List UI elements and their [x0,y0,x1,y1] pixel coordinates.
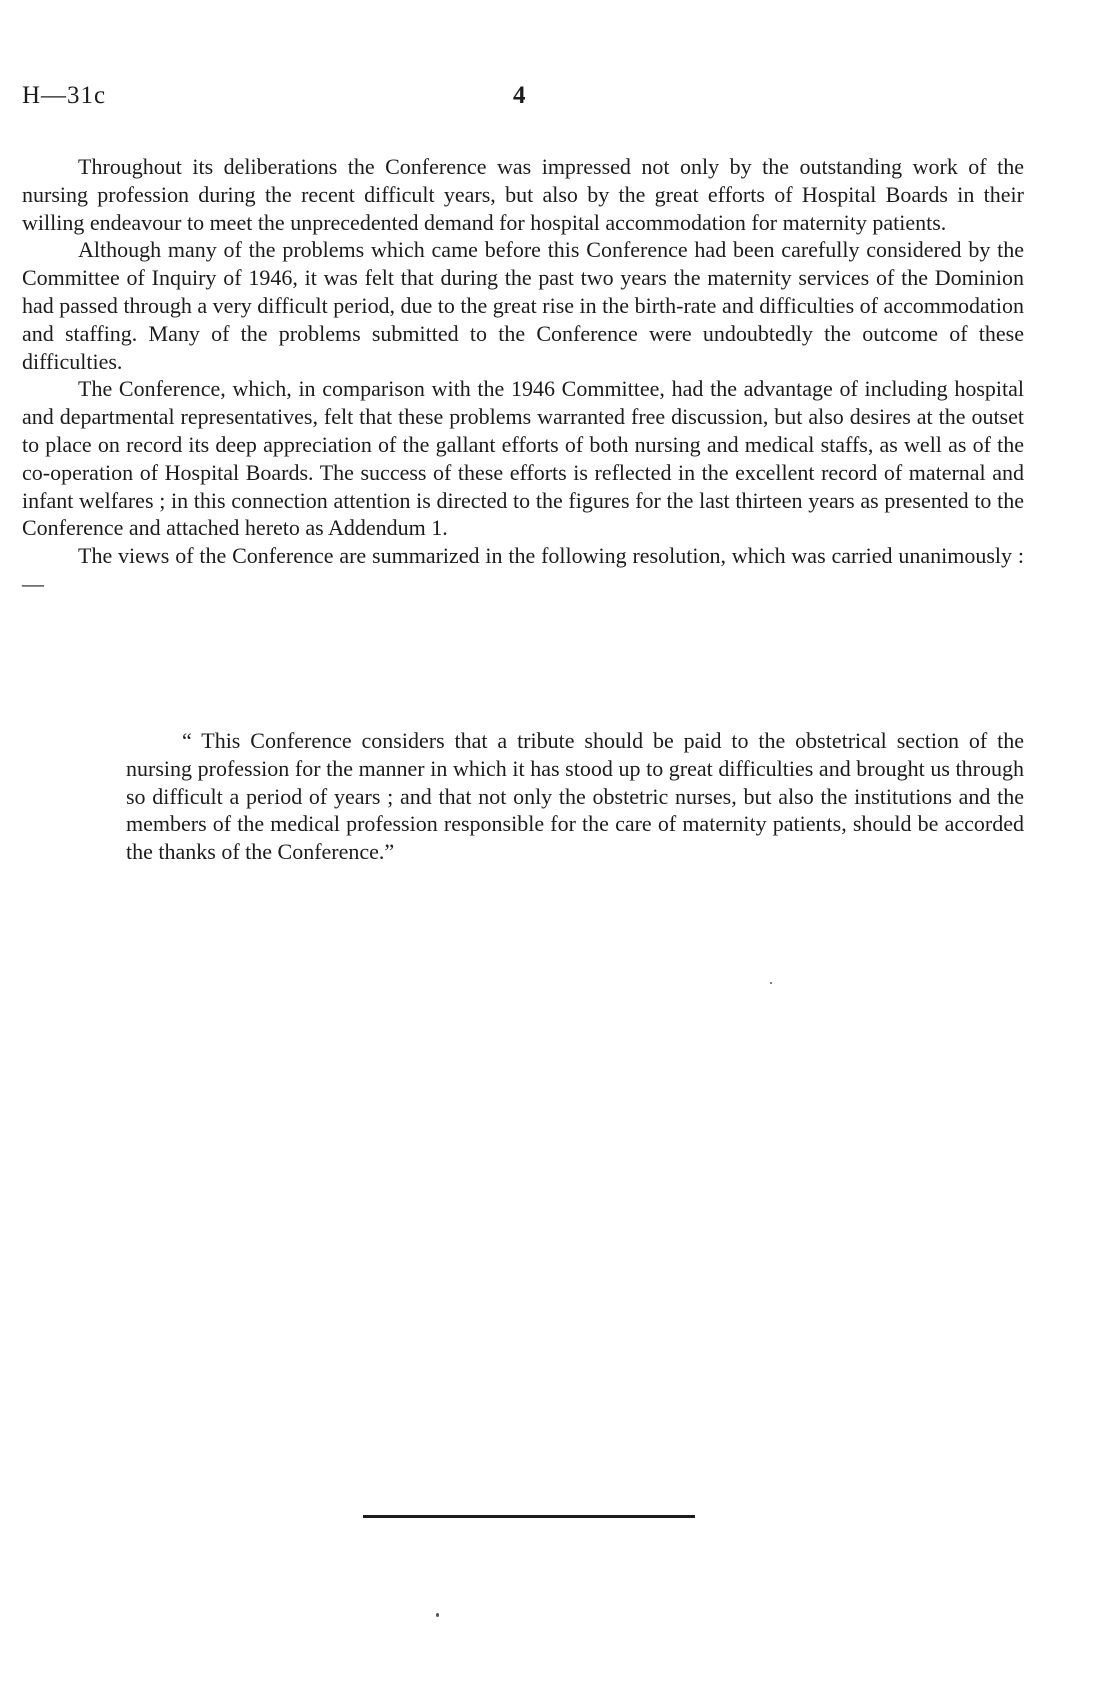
page-number: 4 [513,82,526,109]
scan-speck [770,982,772,984]
document-reference: H—31c [22,82,107,109]
paragraph-tribute-intro: Throughout its deliberations the Conference was impressed not only by the outstanding work of the nursing profession during the recent difficult years, but also by the great efforts of Hospital Boards in their willing endeavour to meet the unprecedented demand for hospital accommodation for maternity patients. [22,154,1024,235]
page-header [0,82,1114,122]
scan-speck [436,1613,439,1617]
closing-rule [363,1515,695,1518]
body-text [22,153,1024,598]
paragraph-problems-background: Although many of the problems which came before this Conference had been carefully considered by the Committee of Inquiry of 1946, it was felt that during the past two years the maternity services of the Dominion had passed through a very difficult period, due to the great rise in the birth-rate and difficulties of accommodation and staffing. Many of the problems submitted to the Conference were undoubtedly the outcome of these difficulties. [22,237,1024,374]
resolution-text: “ This Conference considers that a tribute should be paid to the obstetrical section of the nursing profession for the manner in which it has stood up to great difficulties and brought us through so difficult a period of years ; and that not only the obstetric nurses, but also the institutions and the members of the medical profession responsible for the care of maternity patients, should be accorded the thanks of the Conference.” [126,728,1024,865]
paragraph-resolution-intro: The views of the Conference are summarized in the following resolution, which was carried unanimously :— [22,543,1024,596]
resolution-quote [126,727,1024,866]
paragraph-conference-appreciation: The Conference, which, in comparison with the 1946 Committee, had the advantage of including hospital and departmental representatives, felt that these problems warranted free discussion, but also desires at the outset to place on record its deep appreciation of the gallant efforts of both nursing and medical staffs, as well as of the co-operation of Hospital Boards. The success of these efforts is reflected in the excellent record of maternal and infant welfares ; in this connection attention is directed to the figures for the last thirteen years as presented to the Conference and attached hereto as Addendum 1. [22,376,1024,541]
